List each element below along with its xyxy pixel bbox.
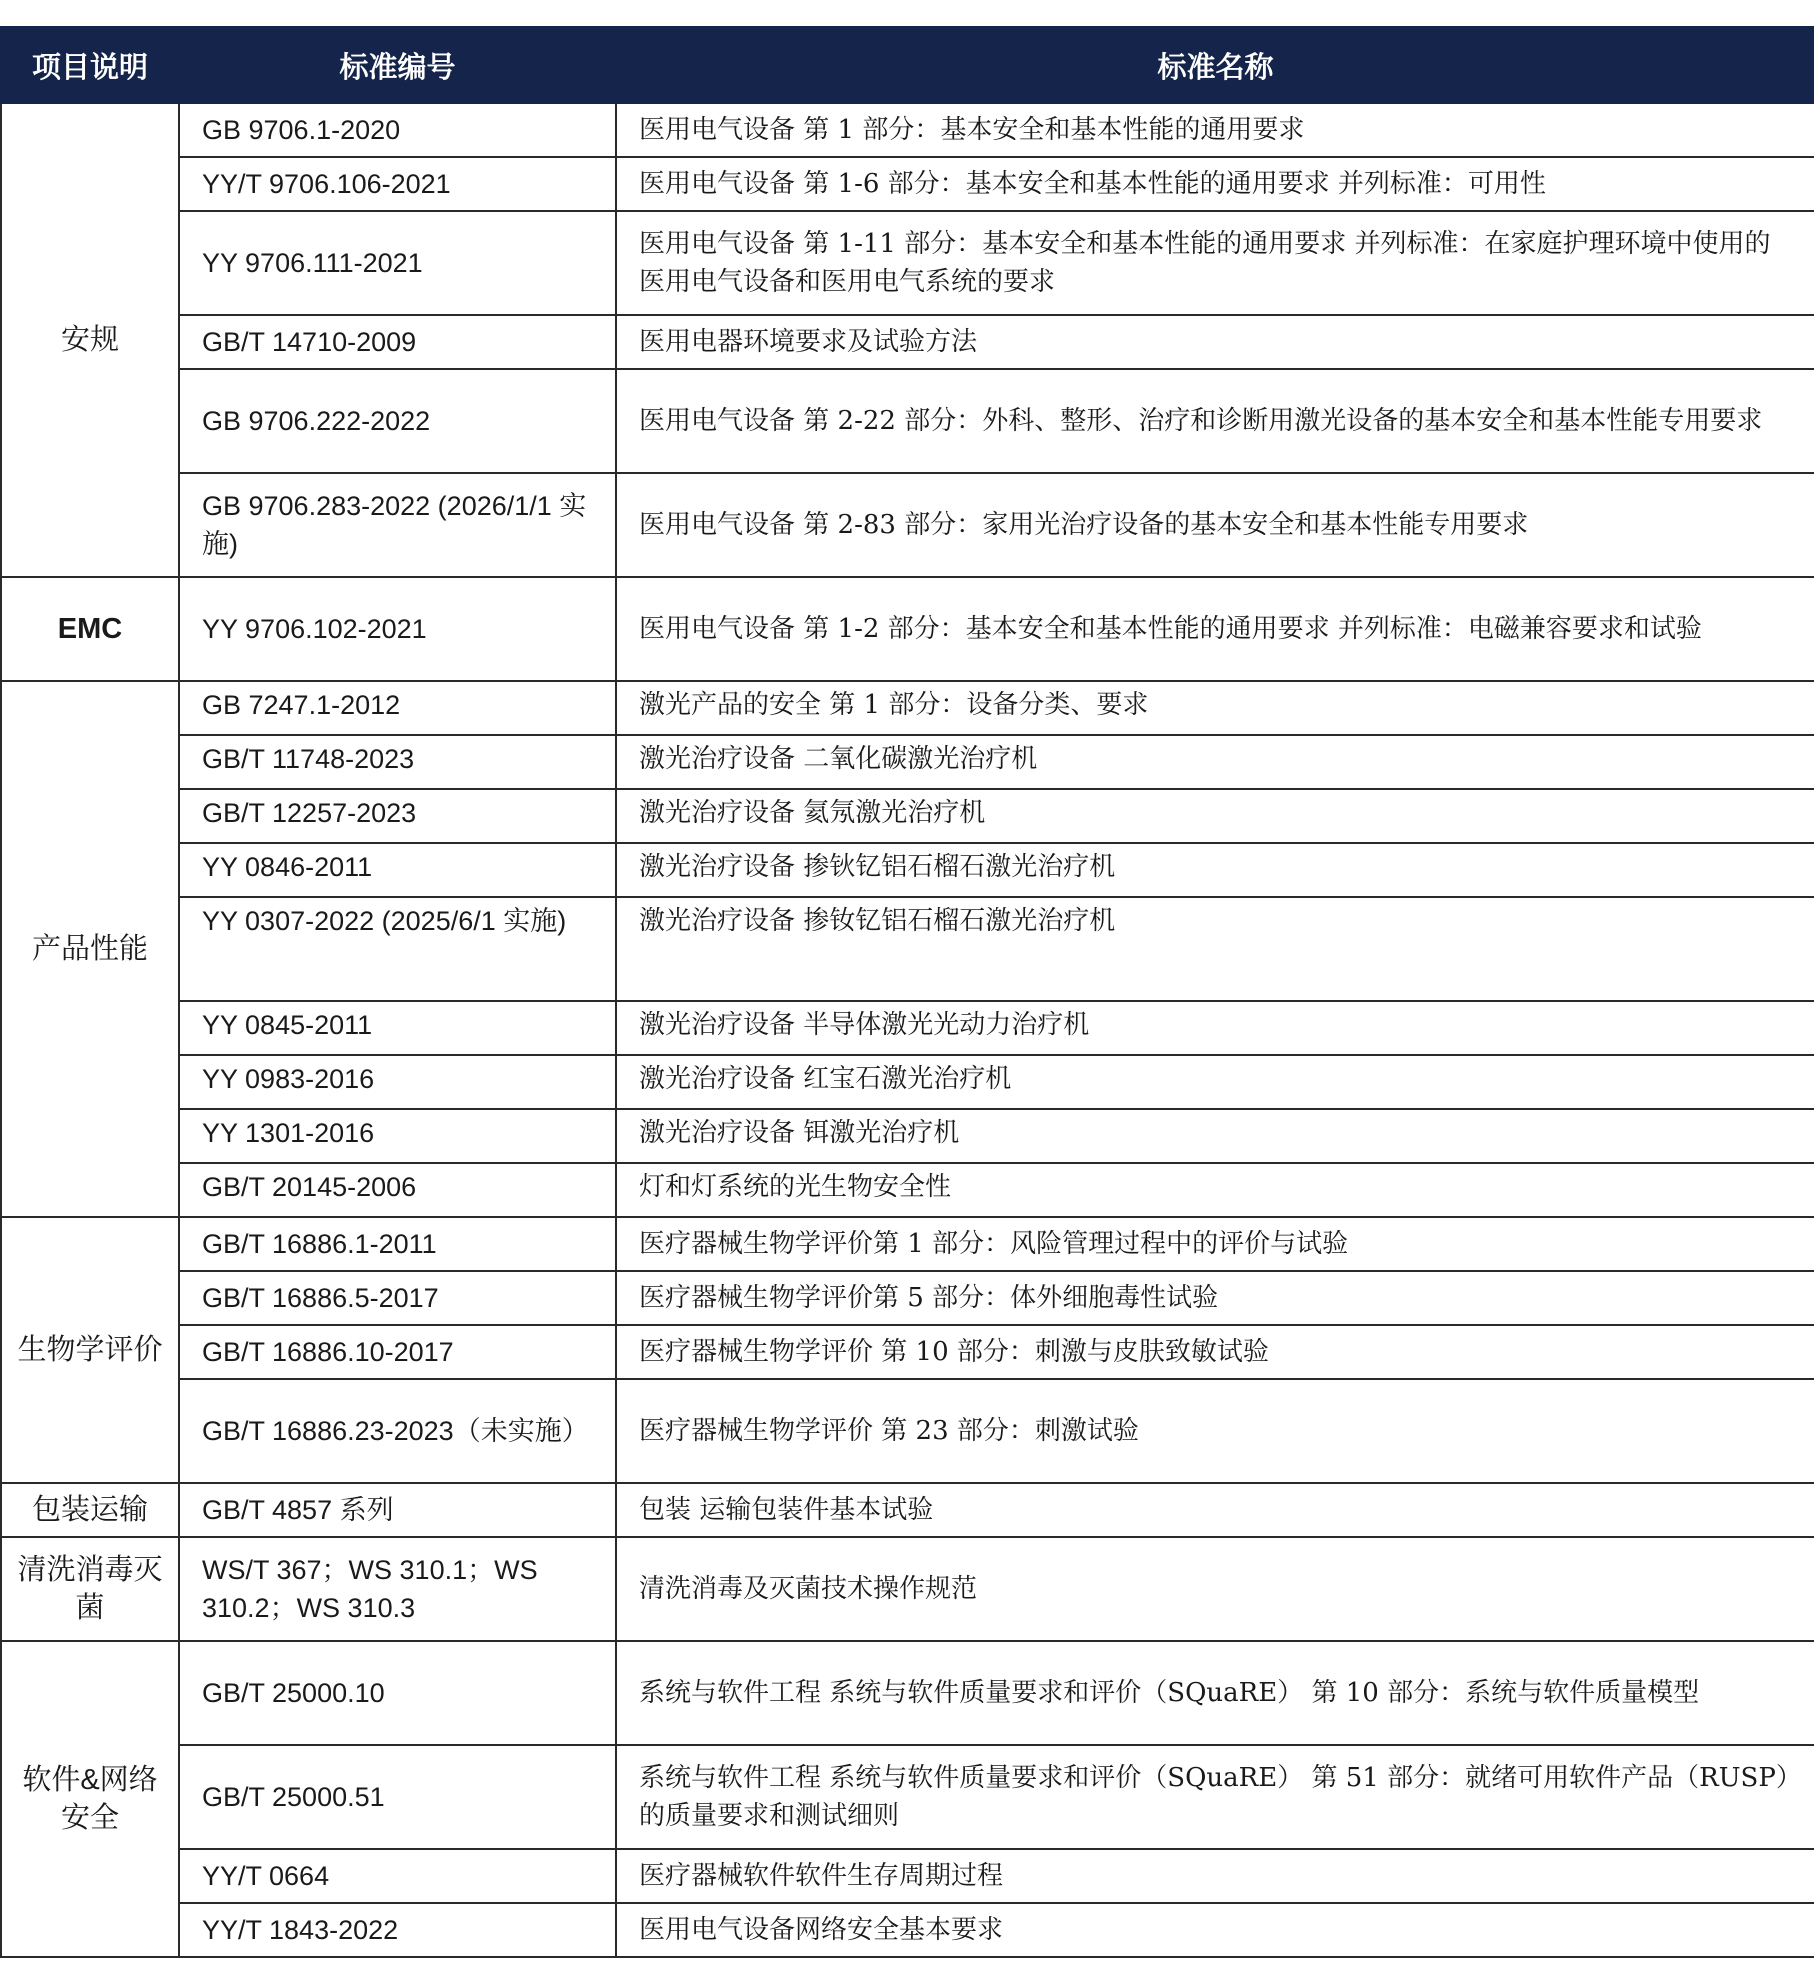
table-row	[1, 577, 1814, 681]
standard-name: 激光治疗设备 掺钬钇铝石榴石激光治疗机	[616, 843, 1814, 897]
table-row	[1, 1537, 1814, 1641]
standard-code: YY 0845-2011	[179, 1001, 616, 1055]
standard-name: 激光治疗设备 掺钕钇铝石榴石激光治疗机	[616, 897, 1814, 1001]
table-row	[1, 1641, 1814, 1745]
standard-name: 医疗器械生物学评价第 1 部分：风险管理过程中的评价与试验	[616, 1217, 1814, 1271]
standard-code: GB/T 4857 系列	[179, 1483, 616, 1537]
standard-name: 激光治疗设备 铒激光治疗机	[616, 1109, 1814, 1163]
table-row	[1, 1217, 1814, 1271]
header-category: 项目说明	[1, 27, 179, 103]
table-row	[1, 843, 1814, 897]
table-row	[1, 315, 1814, 369]
standard-code: GB 9706.283-2022 (2026/1/1 实施)	[179, 473, 616, 577]
standard-name: 医用电气设备 第 1-11 部分：基本安全和基本性能的通用要求 并列标准：在家庭护理环境中使用的医用电气设备和医用电气系统的要求	[616, 211, 1814, 315]
standard-name: 系统与软件工程 系统与软件质量要求和评价（SQuaRE） 第 10 部分：系统与软件质量模型	[616, 1641, 1814, 1745]
standard-code: GB/T 16886.5-2017	[179, 1271, 616, 1325]
table-row	[1, 157, 1814, 211]
standard-code: GB/T 12257-2023	[179, 789, 616, 843]
standard-code: GB/T 14710-2009	[179, 315, 616, 369]
table-row	[1, 103, 1814, 157]
standard-name: 医用电气设备 第 1 部分：基本安全和基本性能的通用要求	[616, 103, 1814, 157]
table-row	[1, 681, 1814, 735]
category-cell: 安规	[1, 103, 179, 577]
table-row	[1, 1109, 1814, 1163]
category-cell: 产品性能	[1, 681, 179, 1217]
standard-code: GB/T 20145-2006	[179, 1163, 616, 1217]
table-row	[1, 1745, 1814, 1849]
standard-name: 医疗器械生物学评价 第 23 部分：刺激试验	[616, 1379, 1814, 1483]
standard-name: 医用电气设备 第 1-2 部分：基本安全和基本性能的通用要求 并列标准：电磁兼容要求和试验	[616, 577, 1814, 681]
standard-name: 激光治疗设备 氦氖激光治疗机	[616, 789, 1814, 843]
standard-code: YY/T 0664	[179, 1849, 616, 1903]
standard-name: 医用电气设备网络安全基本要求	[616, 1903, 1814, 1957]
standard-code: YY 9706.111-2021	[179, 211, 616, 315]
table-row	[1, 1903, 1814, 1957]
standard-code: GB/T 25000.10	[179, 1641, 616, 1745]
standard-name: 医疗器械生物学评价第 5 部分：体外细胞毒性试验	[616, 1271, 1814, 1325]
standard-code: YY/T 9706.106-2021	[179, 157, 616, 211]
standard-code: YY 0983-2016	[179, 1055, 616, 1109]
table-row	[1, 1271, 1814, 1325]
standard-code: GB/T 16886.1-2011	[179, 1217, 616, 1271]
category-cell: 包装运输	[1, 1483, 179, 1537]
standard-name: 系统与软件工程 系统与软件质量要求和评价（SQuaRE） 第 51 部分：就绪可用软件产品（RUSP）的质量要求和测试细则	[616, 1745, 1814, 1849]
standard-code: GB/T 11748-2023	[179, 735, 616, 789]
standard-code: GB 7247.1-2012	[179, 681, 616, 735]
standard-code: GB/T 25000.51	[179, 1745, 616, 1849]
table-row	[1, 1325, 1814, 1379]
category-cell: 生物学评价	[1, 1217, 179, 1483]
table-row	[1, 1379, 1814, 1483]
standard-name: 医用电气设备 第 2-83 部分：家用光治疗设备的基本安全和基本性能专用要求	[616, 473, 1814, 577]
table-row	[1, 897, 1814, 1001]
standard-name: 医疗器械生物学评价 第 10 部分：刺激与皮肤致敏试验	[616, 1325, 1814, 1379]
standard-code: YY 9706.102-2021	[179, 577, 616, 681]
table-header-row	[1, 27, 1814, 103]
header-code: 标准编号	[179, 27, 616, 103]
table-row	[1, 1163, 1814, 1217]
header-name: 标准名称	[616, 27, 1814, 103]
table-row	[1, 1483, 1814, 1537]
standard-name: 医用电气设备 第 2-22 部分：外科、整形、治疗和诊断用激光设备的基本安全和基本性能专用要求	[616, 369, 1814, 473]
standard-code: GB 9706.222-2022	[179, 369, 616, 473]
standard-code: WS/T 367；WS 310.1；WS 310.2；WS 310.3	[179, 1537, 616, 1641]
standard-name: 包装 运输包装件基本试验	[616, 1483, 1814, 1537]
table-row	[1, 789, 1814, 843]
category-cell: EMC	[1, 577, 179, 681]
table-row	[1, 735, 1814, 789]
standard-name: 清洗消毒及灭菌技术操作规范	[616, 1537, 1814, 1641]
standard-code: YY 1301-2016	[179, 1109, 616, 1163]
table-row	[1, 1055, 1814, 1109]
standard-name: 激光治疗设备 红宝石激光治疗机	[616, 1055, 1814, 1109]
category-cell: 清洗消毒灭菌	[1, 1537, 179, 1641]
standard-code: YY/T 1843-2022	[179, 1903, 616, 1957]
standard-name: 医疗器械软件软件生存周期过程	[616, 1849, 1814, 1903]
standard-name: 激光产品的安全 第 1 部分：设备分类、要求	[616, 681, 1814, 735]
standard-name: 激光治疗设备 半导体激光光动力治疗机	[616, 1001, 1814, 1055]
standard-code: GB 9706.1-2020	[179, 103, 616, 157]
standard-name: 激光治疗设备 二氧化碳激光治疗机	[616, 735, 1814, 789]
table-row	[1, 1849, 1814, 1903]
standard-code: GB/T 16886.23-2023（未实施）	[179, 1379, 616, 1483]
table-row	[1, 1001, 1814, 1055]
standard-name: 灯和灯系统的光生物安全性	[616, 1163, 1814, 1217]
standard-code: YY 0846-2011	[179, 843, 616, 897]
category-cell: 软件&网络安全	[1, 1641, 179, 1957]
standard-name: 医用电气设备 第 1-6 部分：基本安全和基本性能的通用要求 并列标准：可用性	[616, 157, 1814, 211]
standard-name: 医用电器环境要求及试验方法	[616, 315, 1814, 369]
table-row	[1, 211, 1814, 315]
table-row	[1, 369, 1814, 473]
standard-code: YY 0307-2022 (2025/6/1 实施)	[179, 897, 616, 1001]
standard-code: GB/T 16886.10-2017	[179, 1325, 616, 1379]
table-row	[1, 473, 1814, 577]
standards-table	[0, 26, 1814, 1958]
